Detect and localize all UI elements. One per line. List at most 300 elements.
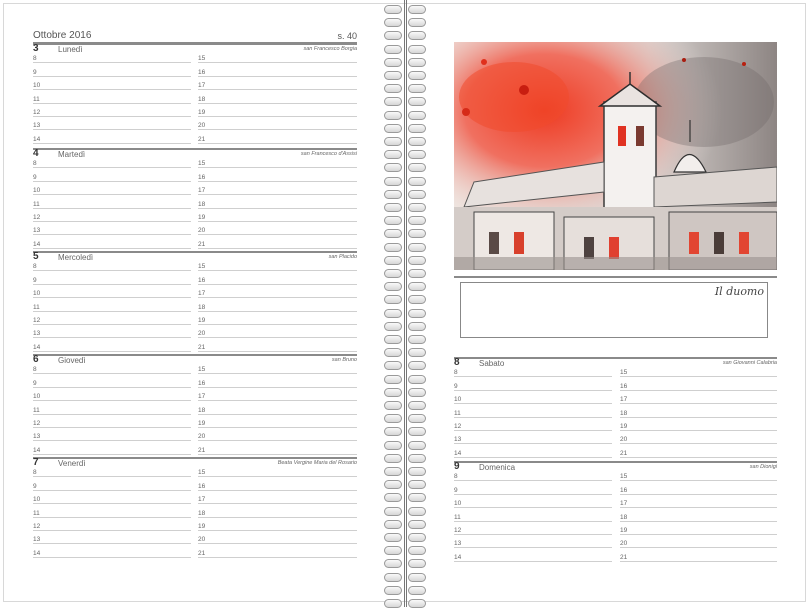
writing-line <box>33 454 191 455</box>
spiral-ring <box>382 321 430 333</box>
spiral-ring <box>382 294 430 306</box>
ring-loop-right <box>408 190 426 199</box>
writing-line <box>198 454 357 455</box>
hour-label: 12 <box>454 422 462 430</box>
spiral-ring <box>382 545 430 557</box>
hour-label: 19 <box>198 522 206 530</box>
day-block <box>33 251 357 352</box>
hour-label: 17 <box>198 290 206 298</box>
writing-line <box>620 457 777 458</box>
hour-label: 9 <box>454 486 458 494</box>
hour-label: 9 <box>454 382 458 390</box>
spiral-ring <box>382 426 430 438</box>
spiral-ring <box>382 44 430 56</box>
day-name: Giovedì <box>58 356 86 365</box>
ring-loop-right <box>408 58 426 67</box>
hour-label: 21 <box>198 135 206 143</box>
writing-line <box>198 143 357 144</box>
writing-line <box>454 457 612 458</box>
spiral-ring <box>382 228 430 240</box>
ring-loop-left <box>384 111 402 120</box>
ring-loop-right <box>408 31 426 40</box>
hour-label: 16 <box>198 482 206 490</box>
ring-loop-right <box>408 216 426 225</box>
hour-label: 19 <box>620 526 628 534</box>
hour-label: 15 <box>620 473 628 481</box>
ring-loop-right <box>408 348 426 357</box>
hour-label: 17 <box>620 500 628 508</box>
hour-label: 21 <box>198 446 206 454</box>
hour-label: 10 <box>33 187 41 195</box>
hour-row[interactable] <box>33 168 357 181</box>
spiral-ring <box>382 57 430 69</box>
hour-row[interactable] <box>33 374 357 387</box>
writing-line <box>620 561 777 562</box>
hour-label: 12 <box>33 316 41 324</box>
ring-loop-right <box>408 71 426 80</box>
hour-label: 21 <box>198 549 206 557</box>
hour-label: 17 <box>620 396 628 404</box>
spiral-ring <box>382 308 430 320</box>
ring-loop-right <box>408 124 426 133</box>
spiral-ring <box>382 440 430 452</box>
hour-label: 12 <box>33 522 41 530</box>
hour-row[interactable] <box>33 222 357 235</box>
writing-line <box>454 561 612 562</box>
ring-loop-right <box>408 18 426 27</box>
ring-loop-right <box>408 493 426 502</box>
hour-row[interactable] <box>33 235 357 248</box>
hour-label: 18 <box>198 406 206 414</box>
hour-row[interactable] <box>454 481 777 494</box>
hour-row[interactable] <box>33 401 357 414</box>
hour-label: 11 <box>454 513 461 521</box>
hour-label: 20 <box>198 122 206 130</box>
hour-row[interactable] <box>33 361 357 374</box>
hour-row[interactable] <box>33 258 357 271</box>
ring-loop-left <box>384 229 402 238</box>
ring-loop-right <box>408 163 426 172</box>
hour-label: 18 <box>198 303 206 311</box>
hour-rows <box>33 361 357 455</box>
hour-row[interactable] <box>454 431 777 444</box>
ring-loop-right <box>408 322 426 331</box>
hour-label: 15 <box>198 160 206 168</box>
hour-row[interactable] <box>33 504 357 517</box>
hour-label: 20 <box>198 227 206 235</box>
hour-row[interactable] <box>33 90 357 103</box>
hour-row[interactable] <box>33 50 357 63</box>
caption-rule <box>454 276 777 278</box>
hour-label: 10 <box>33 82 41 90</box>
hour-row[interactable] <box>33 130 357 143</box>
day-block <box>454 357 777 458</box>
day-name: Domenica <box>479 463 516 472</box>
hour-label: 15 <box>198 366 206 374</box>
hour-label: 21 <box>620 449 628 457</box>
ring-loop-left <box>384 586 402 595</box>
hour-row[interactable] <box>33 441 357 454</box>
writing-line <box>33 248 191 249</box>
ring-loop-left <box>384 282 402 291</box>
hour-row[interactable] <box>454 391 777 404</box>
hour-row[interactable] <box>454 535 777 548</box>
hour-label: 13 <box>454 540 462 548</box>
spiral-ring <box>382 96 430 108</box>
spiral-ring <box>382 334 430 346</box>
hour-label: 8 <box>454 473 458 481</box>
ring-loop-left <box>384 84 402 93</box>
hour-row[interactable] <box>454 548 777 561</box>
ring-loop-left <box>384 559 402 568</box>
day-name: Venerdì <box>58 459 86 468</box>
hour-label: 10 <box>454 396 462 404</box>
day-number: 3 <box>33 43 39 54</box>
spiral-ring <box>382 532 430 544</box>
spiral-ring <box>382 30 430 42</box>
day-block <box>33 457 357 558</box>
hour-label: 8 <box>33 263 37 271</box>
spiral-ring <box>382 387 430 399</box>
hour-row[interactable] <box>33 464 357 477</box>
hour-label: 19 <box>620 422 628 430</box>
ring-loop-right <box>408 361 426 370</box>
day-number: 9 <box>454 461 460 472</box>
spiral-ring <box>382 466 430 478</box>
ring-loop-left <box>384 427 402 436</box>
ring-loop-left <box>384 573 402 582</box>
spiral-ring <box>382 492 430 504</box>
hour-row[interactable] <box>454 468 777 481</box>
ring-loop-left <box>384 493 402 502</box>
hour-row[interactable] <box>33 491 357 504</box>
ring-loop-left <box>384 388 402 397</box>
ring-loop-left <box>384 18 402 27</box>
hour-label: 17 <box>198 82 206 90</box>
spiral-ring <box>382 453 430 465</box>
hour-label: 16 <box>198 276 206 284</box>
hour-label: 15 <box>198 469 206 477</box>
ring-loop-left <box>384 163 402 172</box>
ring-loop-right <box>408 573 426 582</box>
hour-row[interactable] <box>33 544 357 557</box>
hour-row[interactable] <box>33 195 357 208</box>
spiral-ring <box>382 360 430 372</box>
hour-rows <box>33 258 357 352</box>
ring-loop-right <box>408 507 426 516</box>
hour-label: 18 <box>198 95 206 103</box>
hour-row[interactable] <box>33 298 357 311</box>
ring-loop-right <box>408 269 426 278</box>
caption-box[interactable] <box>460 282 768 338</box>
hour-label: 14 <box>33 240 41 248</box>
hour-row[interactable] <box>33 518 357 531</box>
ring-loop-left <box>384 58 402 67</box>
hour-rows <box>454 468 777 562</box>
ring-loop-left <box>384 546 402 555</box>
writing-line <box>198 351 357 352</box>
ring-loop-left <box>384 467 402 476</box>
spiral-ring <box>382 255 430 267</box>
ring-loop-right <box>408 137 426 146</box>
ring-loop-left <box>384 441 402 450</box>
spiral-ring <box>382 83 430 95</box>
ring-loop-left <box>384 295 402 304</box>
ring-loop-left <box>384 190 402 199</box>
hour-row[interactable] <box>454 377 777 390</box>
hour-label: 17 <box>198 393 206 401</box>
hour-row[interactable] <box>33 531 357 544</box>
hour-label: 19 <box>198 213 206 221</box>
ring-loop-right <box>408 586 426 595</box>
hour-label: 15 <box>198 55 206 63</box>
writing-line <box>198 557 357 558</box>
hour-row[interactable] <box>454 522 777 535</box>
ring-loop-left <box>384 269 402 278</box>
hour-label: 10 <box>33 496 41 504</box>
ring-loop-right <box>408 414 426 423</box>
hour-label: 21 <box>198 240 206 248</box>
spiral-ring <box>382 136 430 148</box>
spiral-ring <box>382 189 430 201</box>
hour-label: 16 <box>198 68 206 76</box>
ring-loop-right <box>408 45 426 54</box>
ring-loop-right <box>408 480 426 489</box>
hour-label: 14 <box>33 135 41 143</box>
hour-rows <box>33 50 357 144</box>
ring-loop-right <box>408 282 426 291</box>
hour-row[interactable] <box>33 63 357 76</box>
saint-name: san Giovanni Calabria <box>722 360 777 366</box>
hour-label: 10 <box>33 393 41 401</box>
hour-row[interactable] <box>454 418 777 431</box>
hour-row[interactable] <box>33 182 357 195</box>
hour-label: 13 <box>33 122 41 130</box>
ring-loop-left <box>384 335 402 344</box>
ring-loop-left <box>384 533 402 542</box>
ring-loop-right <box>408 533 426 542</box>
hour-row[interactable] <box>33 338 357 351</box>
ring-loop-left <box>384 71 402 80</box>
day-block <box>454 461 777 562</box>
spiral-ring <box>382 242 430 254</box>
hour-label: 19 <box>198 108 206 116</box>
hour-rows <box>454 364 777 458</box>
ring-loop-right <box>408 150 426 159</box>
hour-label: 14 <box>454 449 462 457</box>
ring-loop-left <box>384 216 402 225</box>
spiral-ring <box>382 374 430 386</box>
day-number: 8 <box>454 357 460 368</box>
hour-label: 19 <box>198 419 206 427</box>
hour-label: 21 <box>198 343 206 351</box>
writing-line <box>33 143 191 144</box>
hour-label: 13 <box>454 436 462 444</box>
saint-name: san Dionigi <box>749 464 777 470</box>
hour-row[interactable] <box>33 285 357 298</box>
hour-label: 18 <box>620 409 628 417</box>
spiral-ring <box>382 70 430 82</box>
ring-loop-left <box>384 454 402 463</box>
hour-label: 18 <box>198 200 206 208</box>
hour-row[interactable] <box>33 388 357 401</box>
spiral-ring <box>382 215 430 227</box>
ring-loop-right <box>408 401 426 410</box>
ring-loop-left <box>384 97 402 106</box>
hour-label: 12 <box>33 419 41 427</box>
week-header <box>33 28 357 44</box>
spiral-ring <box>382 572 430 584</box>
hour-label: 10 <box>454 500 462 508</box>
ring-loop-right <box>408 177 426 186</box>
ring-loop-left <box>384 322 402 331</box>
ring-loop-right <box>408 520 426 529</box>
ring-loop-right <box>408 467 426 476</box>
ring-loop-left <box>384 480 402 489</box>
ring-loop-right <box>408 203 426 212</box>
hour-label: 17 <box>198 187 206 195</box>
ring-loop-right <box>408 5 426 14</box>
saint-name: san Francesco Borgia <box>303 46 357 52</box>
hour-label: 8 <box>33 366 37 374</box>
hour-label: 20 <box>198 536 206 544</box>
hour-label: 16 <box>620 486 628 494</box>
day-number: 6 <box>33 354 39 365</box>
hour-label: 11 <box>454 409 461 417</box>
hour-label: 13 <box>33 227 41 235</box>
hour-label: 8 <box>454 369 458 377</box>
spiral-ring <box>382 268 430 280</box>
day-number: 4 <box>33 148 39 159</box>
hour-row[interactable] <box>33 312 357 325</box>
hour-row[interactable] <box>33 428 357 441</box>
ring-loop-right <box>408 441 426 450</box>
spiral-ring <box>382 281 430 293</box>
week-number: s. 40 <box>337 31 357 41</box>
writing-line <box>198 248 357 249</box>
ring-loop-right <box>408 97 426 106</box>
spiral-ring <box>382 400 430 412</box>
hour-row[interactable] <box>33 271 357 284</box>
spiral-ring <box>382 519 430 531</box>
ring-loop-right <box>408 335 426 344</box>
hour-row[interactable] <box>454 444 777 457</box>
hour-label: 8 <box>33 55 37 63</box>
hour-row[interactable] <box>33 77 357 90</box>
hour-label: 12 <box>33 213 41 221</box>
ring-loop-right <box>408 229 426 238</box>
spiral-ring <box>382 202 430 214</box>
saint-name: san Placido <box>328 254 357 260</box>
ring-loop-right <box>408 295 426 304</box>
day-number: 5 <box>33 251 39 262</box>
hour-row[interactable] <box>454 404 777 417</box>
hour-label: 14 <box>33 446 41 454</box>
hour-label: 20 <box>620 540 628 548</box>
hour-row[interactable] <box>33 477 357 490</box>
spiral-binding <box>382 0 430 607</box>
spiral-ring <box>382 479 430 491</box>
hour-label: 16 <box>198 379 206 387</box>
hour-row[interactable] <box>33 117 357 130</box>
hour-label: 16 <box>620 382 628 390</box>
hour-label: 11 <box>33 95 40 103</box>
ring-loop-left <box>384 203 402 212</box>
day-block <box>33 148 357 249</box>
spiral-ring <box>382 17 430 29</box>
hour-label: 11 <box>33 303 40 311</box>
ring-loop-right <box>408 243 426 252</box>
ring-loop-right <box>408 309 426 318</box>
day-block <box>33 43 357 144</box>
spiral-ring <box>382 413 430 425</box>
hour-label: 20 <box>620 436 628 444</box>
watercolor-illustration <box>454 42 777 270</box>
hour-row[interactable] <box>33 415 357 428</box>
ring-loop-right <box>408 111 426 120</box>
ring-loop-left <box>384 361 402 370</box>
ring-loop-left <box>384 414 402 423</box>
ring-loop-left <box>384 177 402 186</box>
ring-loop-right <box>408 375 426 384</box>
hour-label: 12 <box>454 526 462 534</box>
ring-loop-left <box>384 150 402 159</box>
hour-label: 13 <box>33 330 41 338</box>
hour-label: 11 <box>33 200 40 208</box>
hour-row[interactable] <box>454 495 777 508</box>
hour-label: 18 <box>620 513 628 521</box>
hour-row[interactable] <box>33 209 357 222</box>
day-number: 7 <box>33 457 39 468</box>
duomo-painting-icon <box>454 42 777 270</box>
ring-loop-left <box>384 31 402 40</box>
spiral-ring <box>382 558 430 570</box>
hour-label: 10 <box>33 290 41 298</box>
ring-loop-left <box>384 520 402 529</box>
day-name: Martedì <box>58 150 86 159</box>
caption-text: Il duomo <box>714 285 764 298</box>
hour-row[interactable] <box>33 155 357 168</box>
ring-loop-left <box>384 507 402 516</box>
ring-loop-right <box>408 256 426 265</box>
ring-loop-right <box>408 454 426 463</box>
hour-label: 9 <box>33 379 37 387</box>
hour-row[interactable] <box>454 364 777 377</box>
spiral-ring <box>382 506 430 518</box>
ring-loop-left <box>384 256 402 265</box>
hour-label: 8 <box>33 160 37 168</box>
ring-loop-left <box>384 401 402 410</box>
spiral-ring <box>382 162 430 174</box>
ring-loop-right <box>408 427 426 436</box>
ring-loop-left <box>384 243 402 252</box>
hour-row[interactable] <box>33 104 357 117</box>
hour-row[interactable] <box>454 508 777 521</box>
spiral-ring <box>382 149 430 161</box>
hour-label: 21 <box>620 553 628 561</box>
hour-rows <box>33 155 357 249</box>
spiral-ring <box>382 123 430 135</box>
hour-label: 14 <box>454 553 462 561</box>
hour-label: 14 <box>33 343 41 351</box>
day-name: Lunedì <box>58 45 83 54</box>
hour-label: 19 <box>198 316 206 324</box>
ring-loop-right <box>408 84 426 93</box>
hour-row[interactable] <box>33 325 357 338</box>
writing-line <box>33 557 191 558</box>
hour-label: 8 <box>33 469 37 477</box>
hour-label: 13 <box>33 433 41 441</box>
